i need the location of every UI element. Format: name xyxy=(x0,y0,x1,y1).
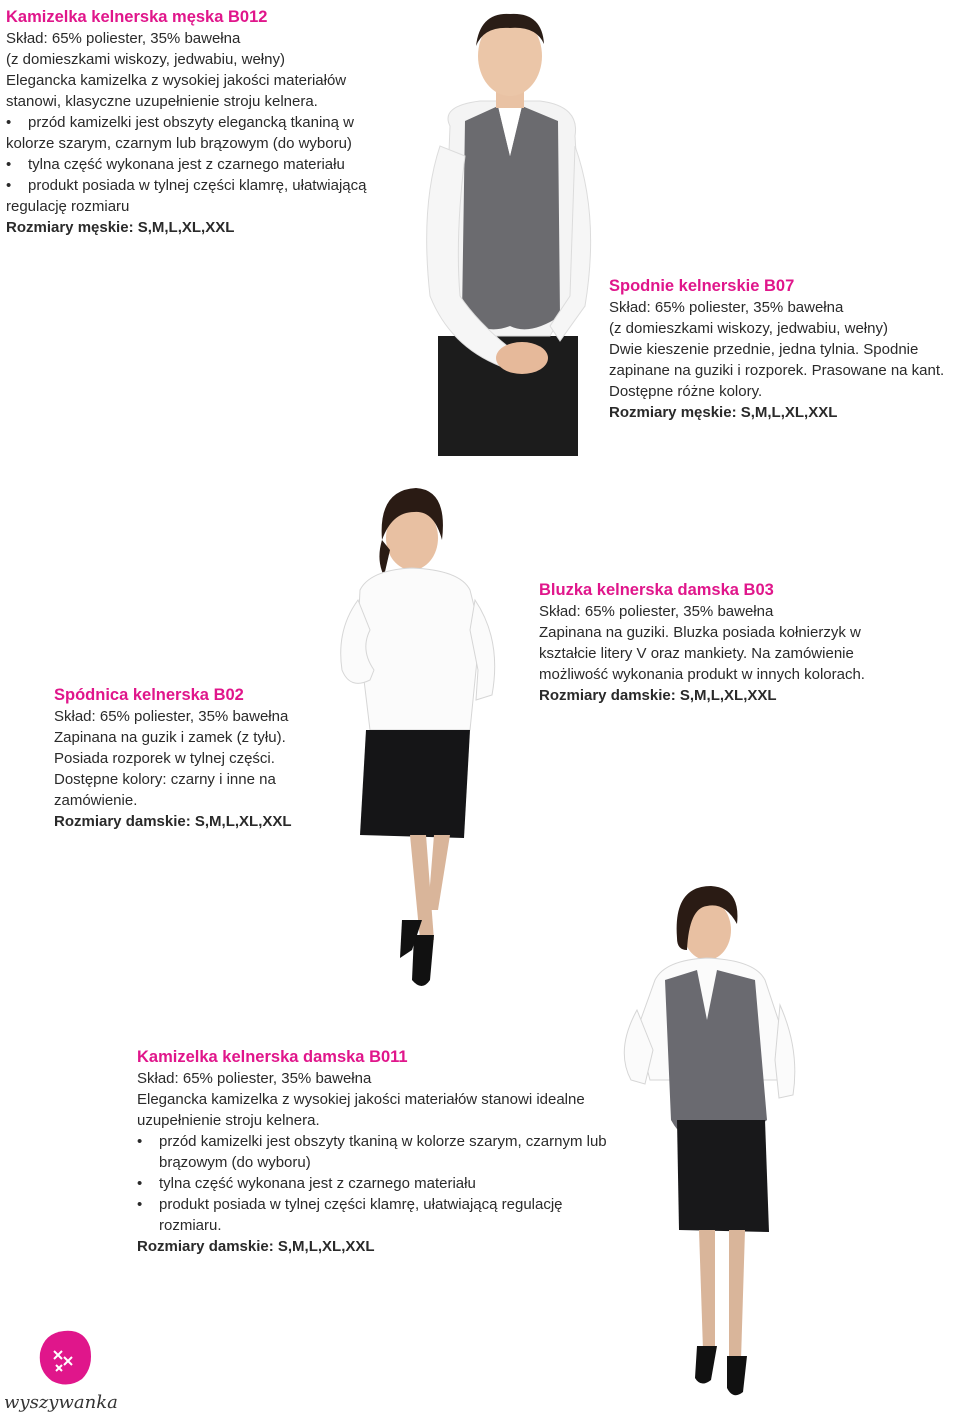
product-bullet: • produkt posiada w tylnej części klamrę, ułatwiającą regulację rozmiaru xyxy=(6,175,406,217)
product-line: Zapinana na guziki. Bluzka posiada kołnierzyk w xyxy=(539,624,861,641)
product-line: Skład: 65% poliester, 35% bawełna xyxy=(137,1070,372,1087)
product-title: Kamizelka kelnerska męska B012 xyxy=(6,8,268,26)
product-sizes: Rozmiary damskie: S,M,L,XL,XXL xyxy=(137,1238,375,1255)
product-bullet: • tylna część wykonana jest z czarnego materiału xyxy=(6,154,406,175)
product-line: Skład: 65% poliester, 35% bawełna xyxy=(539,603,774,620)
product-title: Spódnica kelnerska B02 xyxy=(54,686,244,704)
product-line: Elegancka kamizelka z wysokiej jakości materiałów stanowi idealne xyxy=(137,1091,585,1108)
logo-mark-icon xyxy=(34,1327,94,1389)
product-line: Zapinana na guzik i zamek (z tyłu). xyxy=(54,729,286,746)
product-bullet: • tylna część wykonana jest z czarnego materiału xyxy=(137,1173,617,1194)
product-line: kształcie litery V oraz mankiety. Na zamówienie xyxy=(539,645,854,662)
woman-in-vest-photo xyxy=(615,880,800,1410)
product-line: zamówienie. xyxy=(54,792,138,809)
product-bullet: • przód kamizelki jest obszyty elegancką tkaniną w kolorze szarym, czarnym lub brązowym (do wyboru) xyxy=(6,112,406,154)
product-line: Skład: 65% poliester, 35% bawełna xyxy=(6,30,241,47)
product-sizes: Rozmiary męskie: S,M,L,XL,XXL xyxy=(6,219,235,236)
product-line: (z domieszkami wiskozy, jedwabiu, wełny) xyxy=(6,51,285,68)
product-blouse xyxy=(539,580,899,706)
product-womens-vest xyxy=(137,1047,617,1257)
product-line: zapinane na guziki i rozporek. Prasowane na kant. xyxy=(609,362,945,379)
product-line: Posiada rozporek w tylnej części. xyxy=(54,750,275,767)
product-bullet: • przód kamizelki jest obszyty tkaniną w kolorze szarym, czarnym lub brązowym (do wyboru) xyxy=(137,1131,617,1173)
product-line: Skład: 65% poliester, 35% bawełna xyxy=(609,299,844,316)
man-in-vest-photo xyxy=(410,6,610,456)
product-skirt xyxy=(54,685,324,832)
product-bullet: • produkt posiada w tylnej części klamrę, ułatwiającą regulację rozmiaru. xyxy=(137,1194,617,1236)
product-line: (z domieszkami wiskozy, jedwabiu, wełny) xyxy=(609,320,888,337)
product-title: Spodnie kelnerskie B07 xyxy=(609,277,795,295)
brand-logo xyxy=(4,1327,122,1413)
product-line: Dostępne kolory: czarny i inne na xyxy=(54,771,276,788)
product-sizes: Rozmiary damskie: S,M,L,XL,XXL xyxy=(539,687,777,704)
product-sizes: Rozmiary damskie: S,M,L,XL,XXL xyxy=(54,813,292,830)
product-line: możliwość wykonania produkt w innych kolorach. xyxy=(539,666,865,683)
product-sizes: Rozmiary męskie: S,M,L,XL,XXL xyxy=(609,404,838,421)
product-line: Dwie kieszenie przednie, jedna tylnia. Spodnie xyxy=(609,341,919,358)
logo-text: wyszywanka xyxy=(4,1392,118,1413)
product-line: uzupełnienie stroju kelnera. xyxy=(137,1112,320,1129)
product-trousers xyxy=(609,276,959,423)
woman-in-blouse-photo xyxy=(330,480,510,1020)
product-line: stanowi, klasyczne uzupełnienie stroju kelnera. xyxy=(6,93,318,110)
product-line: Skład: 65% poliester, 35% bawełna xyxy=(54,708,289,725)
product-title: Bluzka kelnerska damska B03 xyxy=(539,581,774,599)
product-line: Dostępne różne kolory. xyxy=(609,383,763,400)
product-line: Elegancka kamizelka z wysokiej jakości materiałów xyxy=(6,72,347,89)
product-title: Kamizelka kelnerska damska B011 xyxy=(137,1048,408,1066)
product-mens-vest xyxy=(6,7,406,238)
